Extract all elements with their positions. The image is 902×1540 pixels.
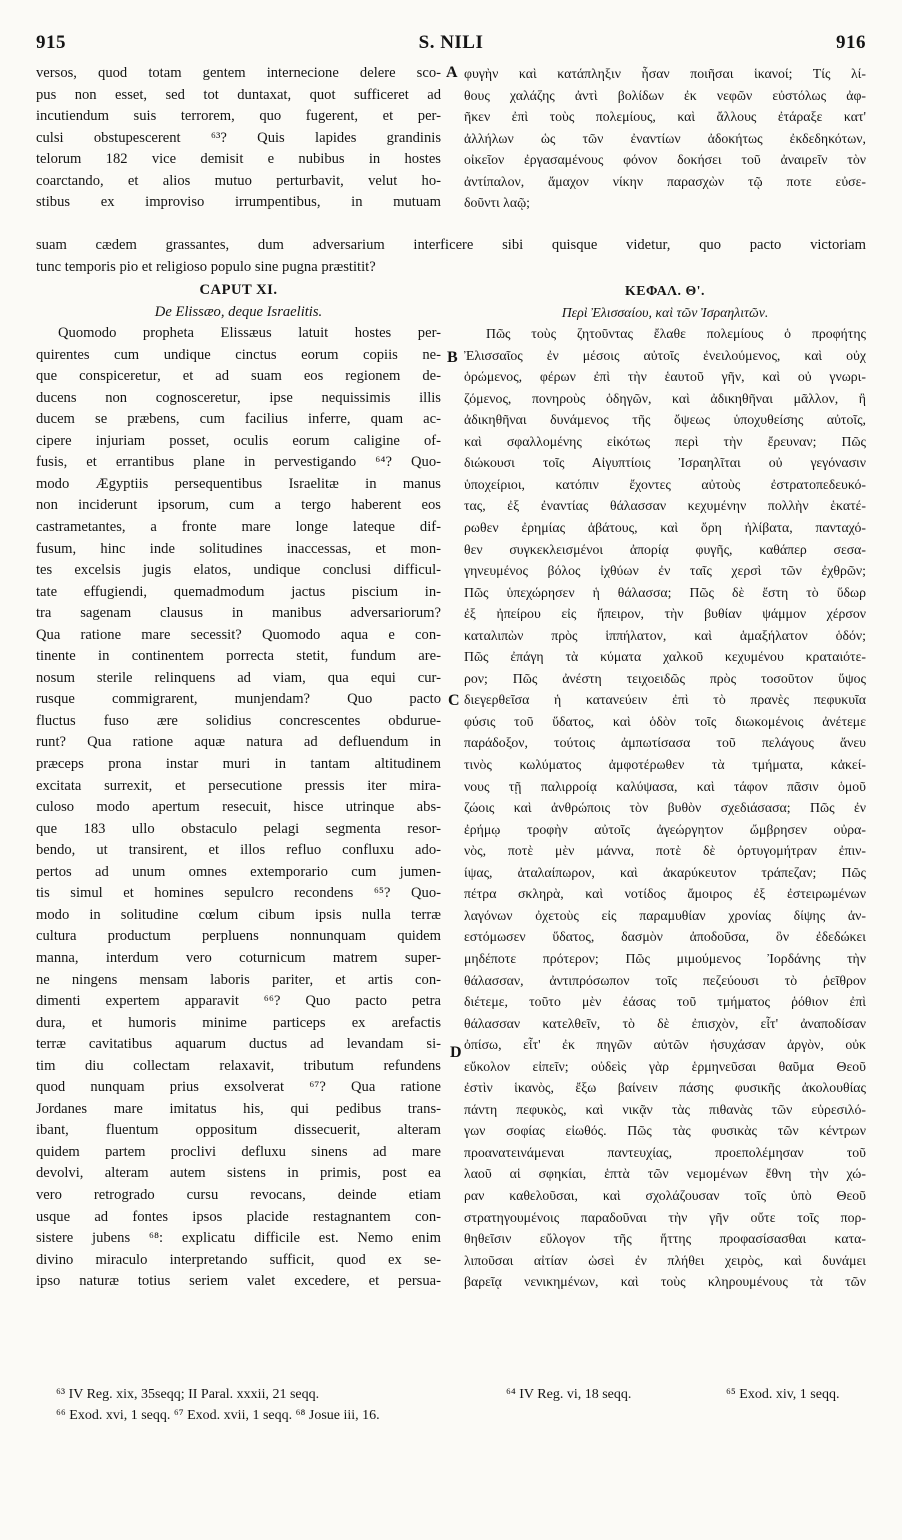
chapter-heading-latin: CAPUT XI. (199, 282, 278, 298)
text-line: εὔκολον εἰπεῖν; οὐδεὶς γὰρ ἑρμηνεῦσαι θαῦμα Θεοῦ (464, 1058, 866, 1074)
text-line: Πῶς τοὺς ζητοῦντας ἔλαθε πολεμίους ὁ προφήτης (486, 326, 866, 342)
text-line: πάντη πεφυκὸς, καὶ νικᾷν τὰς πιθανὰς τῶν εὑρεσιλό- (464, 1101, 866, 1117)
text-line: γηνευμένος βόλος ἰχθύων ἐν ταῖς χερσὶ τῶν ἐχθρῶν; (464, 563, 866, 579)
text-line: παράδοξον, τούτοις ἀμπωτίσασα τοῦ πελάγους ἄνευ (464, 735, 866, 751)
latin-column-main (36, 280, 441, 1293)
text-line: στρατηγουμένοις παραδοῦναι τὴν γῆν οὔτε τοῖς πορ- (464, 1209, 866, 1225)
running-header (36, 32, 866, 58)
text-line: dura, et humoris minime particeps ex arefactis (36, 1014, 441, 1031)
text-line: ἀντίπαλον, ἄμαχον νίκην παρασχὼν τῷ ποτε εὐσε- (464, 173, 866, 189)
text-line: pus non esset, sed tot duntaxat, quot sufficeret ad (36, 86, 441, 103)
text-line: vero retrogrado cursu revocans, deinde etiam (36, 1186, 441, 1203)
text-line: καταλιπὼν πρὸς ἱππήλατον, καὶ ἁμαξήλατον ὁδόν; (464, 627, 866, 643)
text-line: ipso naturæ totius seriem valet excedere, et persua- (36, 1273, 441, 1290)
section-marker-a: A (446, 64, 458, 81)
greek-column-top (464, 63, 866, 214)
text-line: dimenti expertem apparavit ⁶⁶? Quo pacto petra (36, 993, 441, 1010)
text-line: φυγὴν καὶ κατάπληξιν ἦσαν ποιῆσαι ἱκανοί; Τίς λί- (464, 66, 866, 81)
text-line: modo in solitudine cœlum cibum ipsis nulla terræ (36, 906, 441, 923)
text-line: culsi obstupescerent ⁶³? Quis lapides grandinis (36, 129, 441, 146)
full-width-latin-lines (36, 235, 866, 278)
text-line: tes excelsis jugis elatos, undique conclusi difficul- (36, 562, 441, 579)
text-line: ῆκεν ἐπὶ τοὺς πολεμίους, καὶ ἄλλους ἐτάραξε κατ' (464, 109, 866, 125)
text-line: quirentes cum undique cinctus eorum copiis ne- (36, 346, 441, 363)
text-line: ibant, fluentum oppositum dissecuerit, alteram (36, 1122, 441, 1139)
text-line: divino miraculo interpretando sufficit, quod ex se- (36, 1251, 441, 1268)
text-line: que conspiceretur, et ad suam eos regionem de- (36, 368, 441, 385)
text-line: tate effugiendi, quemadmodum jactus piscium in- (36, 583, 441, 600)
text-line: θους χαλάζης ἀντὶ βολίδων ἐκ νεφῶν εὐστόλως ἀφ- (464, 87, 866, 103)
text-line: terræ cavitatibus aquarum ductus ad levandam si- (36, 1036, 441, 1053)
text-line: φύσις τοῦ ὕδατος, καὶ ὁδὸν τοῖς διωκομένοις ἀνέτεμε (464, 713, 866, 729)
text-line: οἰκεῖον ἐργασαμένους φόνον δοκήσει τοῦ ἀναιρεῖν τὸν (464, 152, 866, 168)
text-line: λαοῦ αἱ σφηκίαι, ἑπτὰ τῶν νεμομένων ἔθνη τὴν χώ- (464, 1166, 866, 1182)
greek-column-main (464, 280, 866, 1293)
text-line: ἀδικηθῆναι δυνάμενος τῆς ὄψεως ὑποχυθείσης αὐτοῖς, (464, 412, 866, 428)
text-line: διώκουσι τοῖς Αἰγυπτίοις Ἰσραηλῖται οὐ γεγόνασιν (464, 455, 866, 471)
text-line: καὶ σφαλλομένης εἰκότως περὶ τὴν ἔρευναν; Πῶς (464, 433, 866, 449)
text-line: telorum 182 vice demisit e nubibus in hostes (36, 151, 441, 168)
text-line: τινὸς κωλύματος ἀμφοτέρωθεν τὰ τμήματα, κἀκεί- (464, 757, 866, 773)
text-line: tunc temporis pio et religioso populo sine pugna præstitit? (36, 258, 376, 275)
right-page-number: 916 (836, 32, 866, 53)
text-line: ducem se præbens, cum facilius inferre, quam ac- (36, 411, 441, 428)
text-line: coarctando, et alios mutuo perturbavit, velut ho- (36, 172, 441, 189)
chapter-subtitle-greek: Περὶ Ἐλισσαίου, καὶ τῶν Ἰσραηλιτῶν. (561, 304, 769, 320)
text-line: fluctus fuso ære solidius concrescentes obdurue- (36, 712, 441, 729)
chapter-heading-greek: ΚΕΦΑΛ. Θ'. (625, 283, 705, 298)
text-line: λιποῦσαι αἰτίαν ὡσεὶ ἐν πλήθει χειρὸς, καὶ δυνάμει (464, 1252, 866, 1268)
text-line: βαρεῖᾳ νενικημένων, καὶ τοὺς κληρουμένους τὰ τῶν (464, 1274, 866, 1290)
text-line: μηδέποτε πρότερον; Πῶς μιμούμενος Ἰορδάνης τὴν (464, 950, 866, 966)
text-line: præceps prona instar muri in tantam altitudinem (36, 756, 441, 773)
text-line: culoso modo apertum resecuit, hisce utrinque abs- (36, 799, 441, 816)
footnote: ⁶⁵ Exod. xiv, 1 seqq. (726, 1387, 840, 1402)
text-line: ducens non cognosceretur, ipse nequissimis illis (36, 389, 441, 406)
footnote: ⁶³ IV Reg. xix, 35seqq; II Paral. xxxii, 21 seqq. (56, 1387, 320, 1402)
chapter-subtitle-latin: De Elissæo, deque Israelitis. (154, 303, 323, 320)
footnotes (36, 1384, 866, 1426)
text-line: devolvi, alteram autem sistens in primis, post ea (36, 1165, 441, 1182)
text-line: manna, interdum vero coturnicum matrem super- (36, 949, 441, 966)
text-line: ὑποχείριοι, κατόπιν ἔχοντες αὐτοὺς ἐστρατοπεδευκό- (464, 476, 866, 492)
footnote: ⁶⁴ IV Reg. vi, 18 seqq. (506, 1387, 632, 1402)
text-line: pertos ad unum omnes extemporario cum jumen- (36, 863, 441, 880)
text-line: θεν συγκεκλεισμένοι ἀπορίᾳ φυγῆς, καθάπερ σεσα- (464, 541, 866, 557)
text-line: non inciderunt ipsorum, cum a tergo haberent eos (36, 497, 441, 514)
text-line: δοῦντι λαῷ; (464, 195, 531, 211)
text-line: que 183 ullo obstaculo pelagi segmenta resor- (36, 820, 441, 837)
text-line: fusis, et errantibus plane in pervestigando ⁶⁴? Quo- (36, 454, 441, 471)
text-line: προανατεινάμεναι παντευχίας, προεπολέμησαν τοῦ (464, 1144, 866, 1160)
text-line: quidem partem proclivi defluxu sinens ad mare (36, 1143, 441, 1160)
section-marker-c: C (448, 692, 460, 709)
text-line: διεγερθεῖσα ἡ κατανεύειν ἐπὶ τὸ πρανὲς πεφυκυῖα (464, 692, 866, 708)
text-line: ζόμενος, πονηροὺς ὁδηγῶν, καὶ ἀδικηθῆναι μᾶλλον, ἢ (464, 390, 866, 406)
text-line: τας, ἐξ ἐναντίας θάλασσαν κεχυμένην πολλὴν ἑκατέ- (464, 498, 866, 514)
text-line: tinente in continentem porrecta stetit, fundum are- (36, 648, 441, 665)
text-line: nosum sterile relinquens ad viam, qua equi cur- (36, 669, 441, 686)
text-line: tis simul et homines sepulcro recondens ⁶⁵? Quo- (36, 885, 441, 902)
text-line: ἐστὶν ἱκανὸς, ἔξω βαίνειν πάσης φυσικῆς ἀκολουθίας (464, 1080, 866, 1096)
text-line: εστόμωσεν ὕδατος, δασμὸν ἀποδοῦσα, ὃν ἐδεδώκει (464, 929, 866, 945)
text-line: λαγόνων ὀχετοὺς εἰς παραμυθίαν χρονίας δίψης ἀν- (464, 907, 866, 923)
text-line: castrametantes, a fronte mare longe lateque dif- (36, 519, 441, 536)
text-line: νους τῇ παλιρροίᾳ καλύψασα, καὶ τάφον πᾶσιν ὁμοῦ (464, 778, 866, 794)
text-line: incutiendum suis terrorem, quo fugerent, et per- (36, 108, 441, 125)
text-line: stibus ex improviso irrumpentibus, in mutuam (36, 194, 441, 211)
text-line: ρωθεν ἐρημίας ἀβάτους, καὶ ὄρη ἠλίβατα, πανταχό- (464, 520, 866, 536)
text-line: ne ningens mensam laboris pariter, et artis con- (36, 971, 441, 988)
text-line: suam cædem grassantes, dum adversarium interficere sibi quisque videtur, quo pacto victoriam (36, 237, 866, 253)
text-line: Ἐλισσαῖος ἐν μέσοις αὐτοῖς ἐνειλούμενος, καὶ οὐχ (464, 347, 866, 363)
text-line: ὁρώμενος, φέρων ἐπὶ τὴν ἑαυτοῦ γῆν, καὶ οὐ γνωρι- (464, 369, 866, 385)
text-line: runt? Qua ratione aquæ natura ad defluendum in (36, 734, 441, 751)
text-line: ἀλλήλων ὡς τῶν ἐναντίων ἀδοκήτως ἐκδεδηκότων, (464, 130, 866, 146)
footnote-row (36, 1405, 866, 1426)
latin-column-top (36, 63, 441, 214)
text-line: θάλασσαν, ἀντιπρόσωπον τοῖς πεζεύουσι τὸ ῥεῖθρον (464, 972, 866, 988)
text-line: ἐξ ἠπείρου εἰς ἤπειρον, τὴν βυθίαν ψάμμον χέρσον (464, 606, 866, 622)
text-line: usque ad fontes ipsos placide restagnantem con- (36, 1208, 441, 1225)
text-line: Quomodo propheta Elissæus latuit hostes per- (58, 325, 441, 342)
text-line: διέτεμε, τοῦτο μὲν ἐάσας τοῦ τμήματος ῥόθιον ἐπὶ (464, 994, 866, 1010)
text-line: ίψας, ἀταλαίπωρον, καὶ ἀκαρύκευτον τράπεζαν; Πῶς (464, 864, 866, 880)
text-line: Qua ratione mare secessit? Quomodo aqua e con- (36, 626, 441, 643)
text-line: ὀπίσω, εἶτ' ἐκ πηγῶν αὐτῶν ἡσυχάσαν ἀργὸν, οὐκ (464, 1037, 866, 1053)
text-line: rusque commigrarent, munjendam? Quo pacto (36, 691, 441, 708)
left-page-number: 915 (36, 32, 66, 53)
text-line: versos, quod totam gentem internecione delere sco- (36, 65, 441, 81)
text-line: fusum, hinc inde solitudines inaccessas, et mon- (36, 540, 441, 557)
text-line: sistere jubens ⁶⁸: explicatu difficile est. Nemo enim (36, 1230, 441, 1247)
text-line: νὸς, ποτὲ μὲν μάννα, ποτὲ δὲ ὀρτυγομήτραν ἐπιν- (464, 843, 866, 859)
text-line: ἐρήμῳ τροφὴν αὐτοῖς ἀγεώργητον ὤμβρησεν οὐρα- (464, 821, 866, 837)
section-marker-b: B (447, 349, 458, 366)
text-line: tim diu collectam relaxavit, tributum refundens (36, 1057, 441, 1074)
text-line: modo Ægyptiis persequentibus Israelitæ in manus (36, 475, 441, 492)
text-line: θάλασσαν κατελθεῖν, τὸ δὲ ἐπισχὸν, εἶτ' ἀναποδίσαν (464, 1015, 866, 1031)
text-line: ραν καθελοῦσαι, καὶ σχολάζουσαν τοῖς ὑπὸ Θεοῦ (464, 1187, 866, 1203)
text-line: γων σοφίας εἰωθός. Πῶς τὰς φυσικὰς τῶν κέντρων (464, 1123, 866, 1139)
text-line: quod nunquam prius exsolverat ⁶⁷? Qua ratione (36, 1079, 441, 1096)
text-line: cultura productum perpluens nonnunquam quidem (36, 928, 441, 945)
section-marker-d: D (450, 1044, 462, 1061)
text-line: tra sagenam clausus in manibus adversariorum? (36, 605, 441, 622)
text-line: bendo, ut transirent, et illos refluo confluxu ado- (36, 842, 441, 859)
footnote-row (36, 1384, 866, 1405)
text-line: cipere injuriam posset, oculis eorum caligine of- (36, 432, 441, 449)
text-line: excitata surrexit, et persecutione pressis iter mira- (36, 777, 441, 794)
text-line: Jordanes mare imitatus his, qui pedibus trans- (36, 1100, 441, 1117)
text-line: ζώοις καὶ ἀνθρώποις τὸν βυθὸν σχεδιάσασα; Πῶς ἐν (464, 800, 866, 816)
text-line: Πῶς ἐπάγη τὰ κύματα χαλκοῦ κεχυμένου κραταιότε- (464, 649, 866, 665)
footnote: ⁶⁶ Exod. xvi, 1 seqq. ⁶⁷ Exod. xvii, 1 seqq. ⁶⁸ Josue iii, 16. (56, 1408, 380, 1423)
text-line: θηθεῖσιν εὔλογον τῆς ἥττης προφασίσασθαι κατα- (464, 1231, 866, 1247)
text-line: ρον; Πῶς ἀνέστη τειχοειδῶς πρὸς τοσοῦτον ὕψος (464, 670, 866, 686)
running-title: S. NILI (418, 32, 484, 53)
text-line: Πῶς ὑπεχώρησεν ἡ θάλασσα; Πῶς δὲ ἔστη τὸ ὕδωρ (464, 584, 866, 600)
text-line: πέτρα σκληρὰ, καὶ νοτίδος ἄμοιρος ἐξ ἐστειρωμένων (464, 886, 866, 902)
